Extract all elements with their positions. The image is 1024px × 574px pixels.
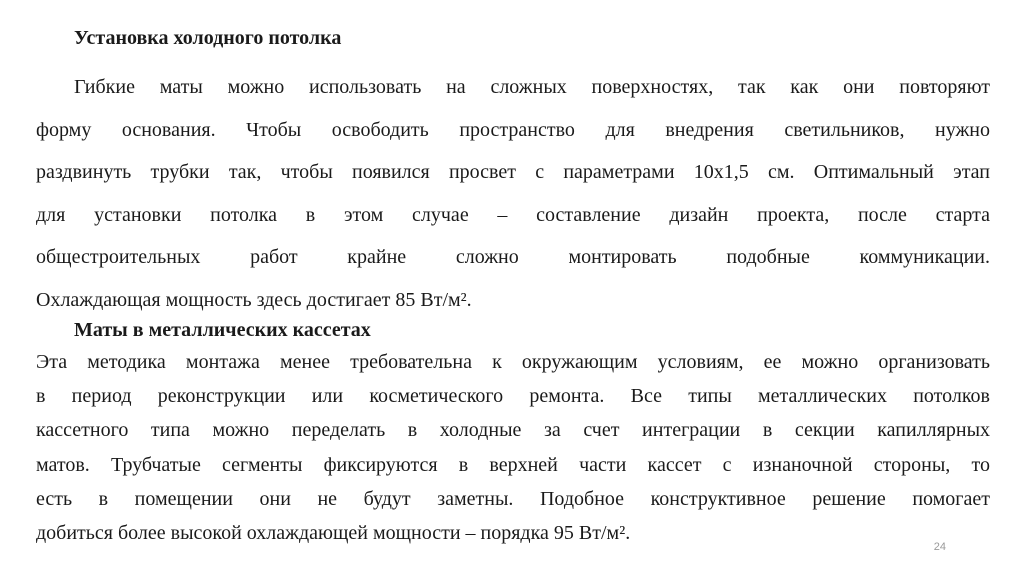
text-line: общестроительных работ крайне сложно монтировать подобные коммуникации. xyxy=(36,246,990,268)
text-line: Охлаждающая мощность здесь достигает 85 Вт/м². xyxy=(36,288,472,311)
text-line: Эта методика монтажа менее требовательна к окружающим условиям, ее можно организовать xyxy=(36,351,990,373)
text-line: раздвинуть трубки так, чтобы появился просвет с параметрами 10х1,5 см. Оптимальный этап xyxy=(36,161,990,183)
text-line: есть в помещении они не будут заметны. Подобное конструктивное решение помогает xyxy=(36,487,990,510)
page-number: 24 xyxy=(933,541,946,553)
section-heading-cold-ceiling: Установка холодного потолка xyxy=(74,27,342,49)
slide-page xyxy=(36,0,990,574)
text-line: Гибкие маты можно использовать на сложных поверхностях, так как они повторяют xyxy=(74,76,990,98)
text-line: форму основания. Чтобы освободить пространство для внедрения светильников, нужно xyxy=(36,118,990,141)
text-line: для установки потолка в этом случае – составление дизайн проекта, после старта xyxy=(36,203,990,226)
text-line: добиться более высокой охлаждающей мощности – порядка 95 Вт/м². xyxy=(36,522,631,545)
text-line: в период реконструкции или косметического ремонта. Все типы металлических потолков xyxy=(36,385,990,408)
section-heading-metal-cassettes: Маты в металлических кассетах xyxy=(74,319,371,341)
section-text-cold-ceiling xyxy=(36,66,990,321)
section-text-metal-cassettes xyxy=(36,345,990,550)
text-line: кассетного типа можно переделать в холодные за счет интеграции в секции капиллярных xyxy=(36,419,990,442)
text-line: матов. Трубчатые сегменты фиксируются в верхней части кассет с изнаночной стороны, то xyxy=(36,453,990,476)
